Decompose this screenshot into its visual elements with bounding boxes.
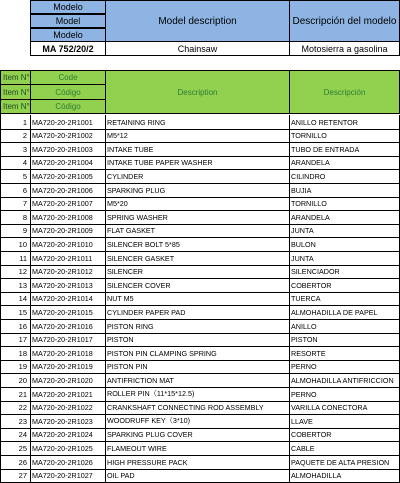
item-number-cell[interactable]: 24 xyxy=(0,428,31,442)
descripcion-cell[interactable]: ARANDELA xyxy=(289,210,400,225)
descripcion-cell[interactable]: PERNO xyxy=(289,360,400,374)
code-cell[interactable]: MA720-20-2R1005 xyxy=(30,169,106,184)
code-cell[interactable]: MA720-20-2R1013 xyxy=(30,278,106,293)
item-number-cell[interactable]: 27 xyxy=(0,469,31,483)
code-cell[interactable]: MA720-20-2R1027 xyxy=(30,469,106,483)
descripcion-cell[interactable]: BULON xyxy=(289,237,400,252)
description-cell[interactable]: SILENCER BOLT 5*85 xyxy=(105,237,290,252)
code-cell[interactable]: MA720-20-2R1001 xyxy=(30,115,106,130)
item-number-cell[interactable]: 23 xyxy=(0,414,31,429)
item-number-cell[interactable]: 8 xyxy=(0,210,31,225)
description-cell[interactable]: INTAKE TUBE xyxy=(105,142,290,157)
descripcion-cell[interactable]: CILINDRO xyxy=(289,169,400,184)
item-number-cell[interactable]: 19 xyxy=(0,360,31,374)
item-no-label-3[interactable]: Item N° xyxy=(0,99,31,114)
description-cell[interactable]: SILENCER GASKET xyxy=(105,251,290,266)
item-number-cell[interactable]: 9 xyxy=(0,224,31,238)
code-cell[interactable]: MA720-20-2R1021 xyxy=(30,387,106,402)
model-code-value[interactable]: MA 752/20/2 xyxy=(30,41,106,56)
code-cell[interactable]: MA720-20-2R1003 xyxy=(30,142,106,157)
code-cell[interactable]: MA720-20-2R1026 xyxy=(30,455,106,470)
descripcion-cell[interactable]: ANILLO xyxy=(289,319,400,334)
descripcion-cell[interactable]: COBERTOR xyxy=(289,278,400,293)
modelo-top-label[interactable]: Modelo xyxy=(30,0,106,14)
codigo-label-1[interactable]: Código xyxy=(30,84,106,100)
descripcion-cell[interactable]: ALMOHADILLA DE PAPEL xyxy=(289,305,400,320)
description-cell[interactable]: ROLLER PIN（11*15*12.5) xyxy=(105,387,290,402)
item-number-cell[interactable]: 14 xyxy=(0,292,31,306)
modelo-bottom-label[interactable]: Modelo xyxy=(30,28,106,42)
description-header[interactable]: Description xyxy=(105,70,290,114)
code-cell[interactable]: MA720-20-2R1011 xyxy=(30,251,106,266)
description-cell[interactable]: SPRING WASHER xyxy=(105,210,290,225)
code-cell[interactable]: MA720-20-2R1012 xyxy=(30,265,106,279)
descripcion-cell[interactable]: CABLE xyxy=(289,441,400,456)
model-label[interactable]: Model xyxy=(30,14,106,28)
description-cell[interactable]: PISTON PIN CLAMPING SPRING xyxy=(105,346,290,361)
item-number-cell[interactable]: 16 xyxy=(0,319,31,334)
description-cell[interactable]: ANTIFRICTION MAT xyxy=(105,373,290,388)
code-cell[interactable]: MA720-20-2R1018 xyxy=(30,346,106,361)
description-cell[interactable]: INTAKE TUBE PAPER WASHER xyxy=(105,156,290,170)
item-number-cell[interactable]: 3 xyxy=(0,142,31,157)
code-cell[interactable]: MA720-20-2R1024 xyxy=(30,428,106,442)
description-cell[interactable]: PISTON xyxy=(105,333,290,347)
descripcion-cell[interactable]: ARANDELA xyxy=(289,156,400,170)
descripcion-cell[interactable]: JUNTA xyxy=(289,251,400,266)
code-cell[interactable]: MA720-20-2R1019 xyxy=(30,360,106,374)
descripcion-modelo-header[interactable]: Descripción del modelo xyxy=(289,0,400,42)
description-cell[interactable]: OIL PAD xyxy=(105,469,290,483)
descripcion-cell[interactable]: JUNTA xyxy=(289,224,400,238)
codigo-label-2[interactable]: Código xyxy=(30,99,106,114)
item-number-cell[interactable]: 20 xyxy=(0,373,31,388)
code-cell[interactable]: MA720-20-2R1008 xyxy=(30,210,106,225)
item-number-cell[interactable]: 4 xyxy=(0,156,31,170)
model-description-value[interactable]: Chainsaw xyxy=(105,41,290,56)
descripcion-cell[interactable]: RESORTE xyxy=(289,346,400,361)
descripcion-cell[interactable]: COBERTOR xyxy=(289,428,400,442)
item-number-cell[interactable]: 12 xyxy=(0,265,31,279)
descripcion-cell[interactable]: LLAVE xyxy=(289,414,400,429)
description-cell[interactable]: CYLINDER PAPER PAD xyxy=(105,305,290,320)
item-number-cell[interactable]: 1 xyxy=(0,115,31,130)
code-cell[interactable]: MA720-20-2R1009 xyxy=(30,224,106,238)
item-number-cell[interactable]: 26 xyxy=(0,455,31,470)
code-cell[interactable]: MA720-20-2R1016 xyxy=(30,319,106,334)
descripcion-cell[interactable]: ALMOHADILLA ANTIFRICCION xyxy=(289,373,400,388)
descripcion-cell[interactable]: PERNO xyxy=(289,387,400,402)
descripcion-cell[interactable]: SILENCIADOR xyxy=(289,265,400,279)
description-cell[interactable]: SPARKING PLUG COVER xyxy=(105,428,290,442)
code-cell[interactable]: MA720-20-2R1010 xyxy=(30,237,106,252)
item-number-cell[interactable]: 17 xyxy=(0,333,31,347)
description-cell[interactable]: PISTON RING xyxy=(105,319,290,334)
description-cell[interactable]: FLAMEOUT WIRE xyxy=(105,441,290,456)
code-cell[interactable]: MA720-20-2R1025 xyxy=(30,441,106,456)
code-cell[interactable]: MA720-20-2R1015 xyxy=(30,305,106,320)
code-cell[interactable]: MA720-20-2R1007 xyxy=(30,197,106,211)
model-description-header[interactable]: Model description xyxy=(105,0,290,42)
descripcion-header[interactable]: Descripción xyxy=(289,70,400,114)
item-number-cell[interactable]: 18 xyxy=(0,346,31,361)
description-cell[interactable]: FLAT GASKET xyxy=(105,224,290,238)
description-cell[interactable]: WOODRUFF KEY（3*10) xyxy=(105,414,290,429)
code-cell[interactable]: MA720-20-2R1022 xyxy=(30,401,106,415)
code-cell[interactable]: MA720-20-2R1002 xyxy=(30,129,106,143)
description-cell[interactable]: NUT M5 xyxy=(105,292,290,306)
code-label[interactable]: Code xyxy=(30,70,106,85)
descripcion-cell[interactable]: PISTON xyxy=(289,333,400,347)
code-cell[interactable]: MA720-20-2R1014 xyxy=(30,292,106,306)
code-cell[interactable]: MA720-20-2R1017 xyxy=(30,333,106,347)
item-no-label-2[interactable]: Item N° xyxy=(0,84,31,100)
item-number-cell[interactable]: 15 xyxy=(0,305,31,320)
code-cell[interactable]: MA720-20-2R1006 xyxy=(30,183,106,198)
item-number-cell[interactable]: 6 xyxy=(0,183,31,198)
descripcion-cell[interactable]: TORNILLO xyxy=(289,197,400,211)
descripcion-cell[interactable]: TORNILLO xyxy=(289,129,400,143)
description-cell[interactable]: RETAINING RING xyxy=(105,115,290,130)
item-number-cell[interactable]: 5 xyxy=(0,169,31,184)
descripcion-cell[interactable]: TUERCA xyxy=(289,292,400,306)
description-cell[interactable]: SPARKING PLUG xyxy=(105,183,290,198)
item-number-cell[interactable]: 22 xyxy=(0,401,31,415)
table-left-border xyxy=(0,114,1,482)
description-cell[interactable]: SILENCER COVER xyxy=(105,278,290,293)
item-number-cell[interactable]: 7 xyxy=(0,197,31,211)
description-cell[interactable]: SILENCER xyxy=(105,265,290,279)
descripcion-cell[interactable]: BUJIA xyxy=(289,183,400,198)
description-cell[interactable]: CRANKSHAFT CONNECTING ROD ASSEMBLY xyxy=(105,401,290,415)
descripcion-cell[interactable]: TUBO DE ENTRADA xyxy=(289,142,400,157)
descripcion-modelo-value[interactable]: Motosierra a gasolina xyxy=(289,41,400,56)
descripcion-cell[interactable]: ALMOHADILLA xyxy=(289,469,400,483)
description-cell[interactable]: CYLINDER xyxy=(105,169,290,184)
description-cell[interactable]: HIGH PRESSURE PACK xyxy=(105,455,290,470)
descripcion-cell[interactable]: PAQUETE DE ALTA PRESION xyxy=(289,455,400,470)
descripcion-cell[interactable]: ANILLO RETENTOR xyxy=(289,115,400,130)
item-no-label-1[interactable]: Item N° xyxy=(0,70,31,85)
item-number-cell[interactable]: 25 xyxy=(0,441,31,456)
code-cell[interactable]: MA720-20-2R1020 xyxy=(30,373,106,388)
description-cell[interactable]: M5*20 xyxy=(105,197,290,211)
code-cell[interactable]: MA720-20-2R1004 xyxy=(30,156,106,170)
item-number-cell[interactable]: 10 xyxy=(0,237,31,252)
item-number-cell[interactable]: 13 xyxy=(0,278,31,293)
descripcion-cell[interactable]: VARILLA CONECTORA xyxy=(289,401,400,415)
description-cell[interactable]: M5*12 xyxy=(105,129,290,143)
code-cell[interactable]: MA720-20-2R1023 xyxy=(30,414,106,429)
description-cell[interactable]: PISTON PIN xyxy=(105,360,290,374)
item-number-cell[interactable]: 11 xyxy=(0,251,31,266)
item-number-cell[interactable]: 21 xyxy=(0,387,31,402)
item-number-cell[interactable]: 2 xyxy=(0,129,31,143)
